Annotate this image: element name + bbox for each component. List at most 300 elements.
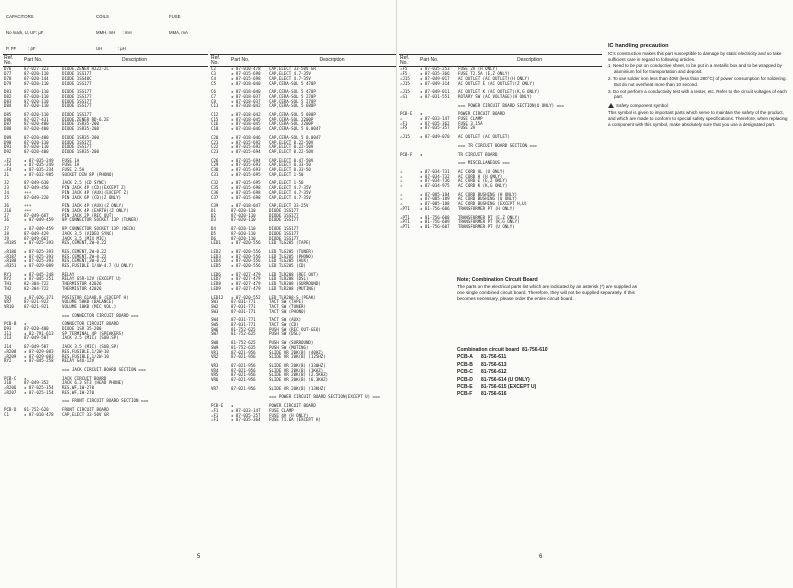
desc-cell: LED TLG205 (AUX) [269, 258, 309, 264]
part-cell: ★ 87-025-393 [24, 240, 54, 246]
part-cell: ★ 87-018-046 [231, 126, 261, 132]
desc-cell: DIODE 1SS177 [62, 144, 92, 150]
parts-table-left-2 [210, 54, 396, 423]
ref-cell: ⚠F2 [4, 157, 12, 163]
ref-cell: ⚠R207 [4, 389, 17, 395]
desc-cell: TACT SW (PHONO) [269, 308, 306, 314]
desc-cell: CAP,ELECT 0.22-50V [269, 144, 314, 150]
desc-cell: === POWER CIRCUIT BOARD SECTION(U ONLY) === [458, 102, 564, 108]
ref-cell: LED6 [211, 271, 221, 277]
part-cell: 87-049-667 [24, 212, 49, 218]
desc-cell: AC OUTLET E (AC OUTLET)(Z ONLY) [458, 80, 535, 86]
desc-cell: FUSE 1A [62, 162, 80, 168]
ref-cell: C29 [211, 162, 219, 168]
ref-cell: SW7 [211, 331, 219, 337]
part-cell: 87-020-110 [24, 139, 49, 145]
desc-cell: FUSE 3.15A [458, 120, 483, 126]
desc-cell: CAP,CERA-SOL 5 680P [269, 103, 316, 109]
desc-cell: DIODE 1SR35-200 [62, 126, 99, 132]
part-cell: 87-020-110 [24, 98, 49, 104]
part-cell: ★ 87-020-556 [231, 248, 261, 254]
ref-cell: ⚠F4 [4, 167, 12, 173]
desc-cell: SLIDE VR 20K(B) (13KHZ) [269, 385, 326, 391]
desc-cell: CAP,ELECT 1-50 [269, 180, 304, 186]
ref-cell: PCB-E [400, 111, 413, 117]
part-cell: 82-304-722 [24, 285, 49, 291]
desc-cell: DIODE 1SS177 [62, 112, 92, 118]
part-cell: 87-049-220 [24, 194, 49, 200]
ref-cell: J2 [4, 180, 9, 186]
ref-cell: VR7 [4, 299, 12, 305]
ref-cell: VR7 [211, 385, 219, 391]
part-cell: ★ 87-015-695 [231, 180, 261, 186]
part-cell: ★ 87-049-459 [24, 226, 54, 232]
note-text: The parts on the electrical parts list which are indicated by an asterisk (*) are supplied as one single combined circuit board. Therefore, they will not be supplied separately. If this becomes necessary, please order the entire circuit board. [457, 284, 638, 301]
desc-cell: CAP,CERA-SOL 5 0.0047 [269, 134, 321, 140]
ref-cell: J5 [4, 194, 9, 200]
ref-cell: PCB-B [4, 321, 17, 327]
ref-cell: ⚠ [400, 173, 403, 179]
desc-cell: AC OUTLET K (AC OUTLET)(K,G ONLY) [458, 89, 540, 95]
desc-cell: RES,FUSIBLE,1/2W-10 [62, 353, 109, 359]
part-cell: ★ 87-018-042 [231, 112, 261, 118]
part-cell: ★ 87-025-393 [24, 253, 54, 259]
ref-cell: ⚠ [400, 191, 403, 197]
part-cell: 87-049-450 [24, 185, 49, 191]
ref-cell: C32 [211, 180, 219, 186]
part-cell: ★ 87-020-556 [231, 258, 261, 264]
ref-cell: J13 [4, 335, 12, 341]
ref-cell: ⚠F1 [400, 120, 408, 126]
part-cell: 87-020-144 [24, 75, 49, 81]
desc-cell: SLIDE VR 20K(B) (40HZ) [269, 349, 324, 355]
desc-cell: LED TLG205 (PHONO) [269, 253, 314, 259]
ref-cell: C1 [4, 411, 9, 417]
part-cell: ★ 87-049-314 [420, 80, 450, 86]
part-cell: ★ 87-029-089 [24, 263, 54, 269]
ref-cell: D91 [4, 144, 12, 150]
ref-cell: ⚠F1 [211, 407, 219, 413]
desc-cell: JACK CIRCUIT BOARD [62, 375, 107, 381]
desc-cell: FUSE 2.5A [62, 167, 85, 173]
ref-cell: ⚠ [400, 196, 403, 202]
part-cell: 87-031-771 [231, 308, 256, 314]
part-cell: ★ 87-010-478 [231, 66, 261, 72]
ic-item: 2. To use solder iron less than 40W (less than 280°C) of power consumption for soldering. But do not overheat more than 10 second. [608, 75, 787, 87]
ref-cell: ⚠R208 [4, 348, 17, 354]
part-cell: ★ 87-026-371 [24, 294, 54, 300]
part-cell: 81-752-625 [231, 340, 256, 346]
ref-cell: C6 [211, 89, 216, 95]
desc-cell: VOLUME 10KB (MIC VOL.) [62, 303, 117, 309]
desc-cell: THERMISTOR 42026 [62, 285, 102, 291]
desc-cell: DIODE 1SS177 [62, 103, 92, 109]
desc-cell: JACK 3.5 (MIC) (SUB.SP) [62, 344, 119, 350]
ref-cell: SW9 [211, 344, 219, 350]
page-number-right: 6 [539, 554, 543, 560]
desc-cell: TR CIRCUIT BOARD [458, 151, 498, 157]
part-cell: ★ 87-033-147 [231, 407, 261, 413]
desc-cell: CAP,CERA-SOL 5 470P [269, 89, 316, 95]
part-cell: ★ 87-045-248 [24, 271, 54, 277]
combo-row: PCB-A 81-756-611 [457, 354, 507, 361]
part-cell: 87-020-110 [24, 144, 49, 150]
desc-cell: AC OUTLET (AC OUTLET) [458, 134, 510, 140]
legend-line: UH : µH [96, 46, 126, 52]
desc-cell: PUSH SW (DSL) [269, 331, 302, 337]
ref-cell: ⚠R188 [4, 258, 17, 264]
part-cell: ★ 87-049-459 [24, 217, 54, 223]
part-cell: ★ 87-015-698 [231, 75, 261, 81]
ref-cell: ⚠PT1 [400, 214, 410, 220]
desc-cell: RES,CEMENT,2W-0.22 [62, 258, 107, 264]
part-cell: ★ [231, 403, 234, 409]
part-cell: ★ 87-015-693 [231, 167, 261, 173]
desc-cell: FUSE CLAMP [458, 116, 483, 122]
ref-cell: VR1 [211, 349, 219, 355]
part-cell: 87-020-110 [24, 93, 49, 99]
part-cell: 81-752-625 [231, 326, 256, 332]
desc-cell: DIODE 1SR 35-200 [62, 326, 102, 332]
ref-cell: C22 [211, 144, 219, 150]
part-header: Part No. [419, 55, 457, 67]
ref-header: Ref. No. [3, 55, 23, 67]
desc-cell: === CONNECTOR CIRCUIT BOARD === [62, 312, 139, 318]
part-cell: 87-031-771 [231, 322, 256, 328]
desc-cell: PIN JACK 6P (CD)(Z ONLY) [62, 194, 122, 200]
desc-header: Description [268, 55, 396, 67]
desc-header: Description [457, 55, 602, 67]
part-cell: ★ 87-034-732 [420, 173, 450, 179]
desc-cell: FUSE 2A (H ONLY) [458, 66, 498, 72]
legend-line: MMA, mA [169, 30, 188, 36]
ref-cell: C35 [211, 185, 219, 191]
part-cell: 87-020-110 [231, 207, 256, 213]
desc-cell: RES,WF,1W-270 [62, 389, 95, 395]
part-cell: ★ 87-015-698 [231, 185, 261, 191]
desc-cell: PUSH SW (REC OUT-GEQ) [269, 326, 321, 332]
ref-cell: J7 [4, 226, 9, 232]
part-cell: ★ 87-025-393 [24, 248, 54, 254]
part-cell: ★ 87-085-188 [420, 201, 450, 207]
part-cell: 87-031-771 [231, 317, 256, 323]
ref-cell: PCB-E [211, 403, 224, 409]
desc-cell: PIN JACK 4P (AUX)(Z ONLY) [62, 203, 124, 209]
part-cell: ★ 81-756-609 [420, 219, 450, 225]
part-cell: ★ 87-031-551 [420, 93, 450, 99]
ref-cell: ⚠PT1 [400, 205, 410, 211]
desc-cell: 8P CONNECTOR SOCKET 13P (DECK) [62, 226, 136, 232]
ref-cell: ⚠J15 [400, 80, 410, 86]
desc-cell: CAP,ELECT 4.7-35V [269, 194, 311, 200]
ref-cell: ⚠S1 [400, 93, 408, 99]
part-cell: 87-020-110 [231, 235, 256, 241]
part-cell: ★ 87-085-184 [420, 191, 450, 197]
desc-cell: LED TLR208-S (PEAK) [269, 294, 316, 300]
part-cell: 87-020-110 [24, 80, 49, 86]
desc-cell: TRANSFORMER PT (E,Z ONLY) [458, 214, 520, 220]
right-page [397, 0, 793, 588]
desc-cell: DIODE 1SS177 [62, 98, 92, 104]
part-cell: ★ 87-045-251 [24, 276, 54, 282]
ref-cell: SW2 [211, 303, 219, 309]
ref-cell: ⚠F1 [211, 417, 219, 423]
desc-cell: DIODE 1SR35-200 [62, 148, 99, 154]
combo-row: PCB-E 81-756-615 (EXCEPT U) [457, 384, 537, 391]
desc-cell: FUSE T2.5A (E,Z ONLY) [458, 71, 510, 77]
desc-cell: CAP,ELECT 0.33-50 [269, 162, 311, 168]
page-number-left: 5 [197, 554, 201, 560]
ref-cell: ⚠ [400, 178, 403, 184]
ref-cell: ⚠R187 [4, 253, 17, 259]
combination-board-list [457, 347, 548, 399]
part-cell: ★ 87-035-253 [420, 66, 450, 72]
table-row [3, 413, 208, 418]
ref-cell: D79 [4, 80, 12, 86]
desc-cell: 8P CONNECTOR SOCKET 13P (TUNER) [62, 217, 139, 223]
ic-item: 1. Need to be put on conductive sheet, to be put in a metallic box and to be wrapped by aluminium foil for transportation and deposit. [608, 63, 782, 75]
part-cell: 87-020-110 [24, 103, 49, 109]
ref-cell: SW4 [211, 317, 219, 323]
ref-cell: D5 [211, 230, 216, 236]
combination-note [457, 277, 642, 302]
desc-cell: === POWER CIRCUIT BOARD SECTION(EXCEPT U) === [269, 394, 380, 400]
part-cell: ★ 87-015-698 [231, 189, 261, 195]
desc-cell: DIODE 1SS177 [269, 226, 299, 232]
part-cell: ★ 87-020-556 [231, 263, 261, 269]
part-cell: ★ 87-018-045 [231, 121, 261, 127]
ref-cell: D4 [211, 226, 216, 232]
ref-cell: C31 [211, 171, 219, 177]
legend-line: P, PF : pF [6, 46, 36, 52]
part-header: Part No. [23, 55, 61, 67]
desc-cell: TRANSFORMER PT (K,G ONLY) [458, 219, 520, 225]
ref-cell: C11 [211, 103, 219, 109]
ref-cell: ⚠PT1 [400, 219, 410, 225]
note-title: Note; Combination Circuit Board [457, 277, 538, 283]
ref-cell: VR5 [211, 372, 219, 378]
combo-row: PCB-B 81-756-613 [457, 361, 507, 368]
part-cell: 87-049-429 [24, 230, 49, 236]
part-cell: ★ 87-010-478 [24, 411, 54, 417]
part-header: Part No. [230, 55, 268, 67]
ref-cell: C18 [211, 126, 219, 132]
part-cell: 87-049-507 [24, 344, 49, 350]
part-cell: ★ [24, 375, 27, 381]
ic-item: 3. Do not perform a conductivity test with a tester, etc. Refer to the circuit voltages of each part. [608, 88, 787, 100]
ref-cell: PCB-D [4, 407, 17, 413]
part-cell: 87-049-667 [24, 235, 49, 241]
desc-cell: DIODE 1SS177 [269, 212, 299, 218]
desc-cell: RELAY G5R-12V (EXCEPT U) [62, 276, 122, 282]
ref-cell: D83 [4, 98, 12, 104]
part-cell: 87-021-956 [231, 372, 256, 378]
ref-cell: PCB-C [4, 375, 17, 381]
part-cell: ★ 87-032-985 [24, 171, 54, 177]
ref-header: Ref. No. [399, 55, 419, 67]
part-cell: 87-020-110 [24, 89, 49, 95]
part-cell: 87-027-323 [24, 66, 49, 72]
desc-cell: PUSH SW (MUTING) [269, 344, 309, 350]
ref-cell: D90 [4, 139, 12, 145]
desc-cell: CAP,CERA-SOL 5 470P [269, 80, 316, 86]
desc-cell: AC CORD K (K,G ONLY) [458, 183, 508, 189]
combo-row: PCB-C 81-756-612 [457, 369, 507, 376]
desc-cell: TACT SW (AUX) [269, 317, 302, 323]
desc-cell: AC OUTLET (AC OUTLET)(H ONLY) [458, 75, 530, 81]
legend-line: COILS [96, 13, 109, 19]
desc-cell: DIODE 1SS177 [269, 217, 299, 223]
desc-cell: CAP,ELECT 33-50V GR [62, 411, 109, 417]
ref-cell: C20 [211, 134, 219, 140]
part-cell: 87-021-956 [231, 362, 256, 368]
desc-cell: === JACK CIRCUIT BOARD SECTION === [62, 366, 146, 372]
table-row [399, 225, 602, 230]
ref-cell: TH3 [4, 294, 12, 300]
ref-cell: C26 [211, 157, 219, 163]
desc-cell: TRANSFORMER PT (U ONLY) [458, 223, 515, 229]
legend-line: CAPACITORS [6, 13, 34, 19]
part-cell: +++ [24, 189, 32, 195]
ref-cell: D3 [211, 217, 216, 223]
ref-cell: RY2 [4, 358, 12, 364]
desc-cell: CAP,CERA-SOL 5 270P [269, 93, 316, 99]
desc-cell: DIODE 1SS40C [62, 75, 92, 81]
ref-cell: ⚠F5 [400, 125, 408, 131]
ref-cell: C39 [211, 203, 219, 209]
part-cell: ★ 87-034-975 [420, 183, 450, 189]
part-cell: ★ 87-035-249 [24, 162, 54, 168]
ref-cell: ⚠R186 [4, 248, 17, 254]
part-cell: ★ 87-034-736 [420, 178, 450, 184]
ref-cell: ⚠R185 [4, 240, 17, 246]
part-cell: ★ 87-033-147 [420, 116, 450, 122]
desc-cell: FRONT CIRCUIT BOARD [62, 407, 109, 413]
desc-cell: CAP,ELECT 4.7-35V [269, 189, 311, 195]
part-cell: ★ 87-029-083 [24, 353, 54, 359]
desc-cell: THERMISTOR 42026 [62, 281, 102, 287]
desc-cell: === TR CIRCUIT BOARD SECTION === [458, 142, 537, 148]
ref-cell: LED4 [211, 258, 221, 264]
ref-cell: TH2 [4, 285, 12, 291]
ref-cell: ⚠ [400, 116, 403, 122]
ref-cell: LED9 [211, 285, 221, 291]
ref-cell: C30 [211, 167, 219, 173]
part-cell: 82-304-722 [24, 281, 49, 287]
ref-cell: ⚠F5 [400, 71, 408, 77]
part-cell: 87-031-771 [231, 303, 256, 309]
ref-cell: C5 [211, 80, 216, 86]
desc-cell: FUSE CLAMP [269, 407, 294, 413]
desc-cell: AC CORD UL (U ONLY) [458, 168, 505, 174]
part-cell: 87-049-507 [24, 335, 49, 341]
part-cell: ★ 87-018-046 [231, 134, 261, 140]
ref-cell: J11 [4, 330, 12, 336]
desc-cell: SLIDE VR 20K(B) (125HZ) [269, 354, 326, 360]
ref-cell: LED7 [211, 276, 221, 282]
ref-cell: LED5 [211, 263, 221, 269]
desc-cell: CAP,CERA-SOL 5 0.0047 [269, 126, 321, 132]
part-cell: ★ 87-015-692 [231, 144, 261, 150]
part-cell: 81-752-620 [24, 407, 49, 413]
ref-cell: C4 [211, 75, 216, 81]
desc-cell: DIODE 1SS177 [62, 93, 92, 99]
part-cell: ★ 87-020-556 [231, 253, 261, 259]
part-cell: 81-752-625 [231, 344, 256, 350]
ref-cell: D85 [4, 112, 12, 118]
desc-cell: DIODE 1SS177 [62, 71, 92, 77]
ref-cell: SW3 [211, 308, 219, 314]
desc-cell: DIODE 1SS177 [62, 139, 92, 145]
ref-cell: VR3 [211, 362, 219, 368]
desc-cell: ROTARY SW (AC VOLTAGE)(H ONLY) [458, 93, 532, 99]
ref-cell: D87 [4, 121, 12, 127]
part-cell: ★ 87-020-552 [231, 294, 261, 300]
combo-title: Combination circuit board 81-756-610 [457, 347, 548, 353]
desc-cell: RES,CEMENT,2W-0.22 [62, 248, 107, 254]
part-cell: 87-020-110 [231, 212, 256, 218]
desc-cell: RES,CEMENT,2W-0.22 [62, 240, 107, 246]
ref-cell: VR6 [211, 377, 219, 383]
part-cell: ★ 87-035-249 [24, 157, 54, 163]
ref-cell: D77 [4, 71, 12, 77]
ref-cell: C37 [211, 194, 219, 200]
part-cell: ★ 87-027-479 [231, 276, 261, 282]
part-cell: 87-021-956 [231, 385, 256, 391]
ref-cell: D2 [211, 212, 216, 218]
desc-cell: DIODE 1SS177 [62, 89, 92, 95]
desc-cell: CAP,ELECT 4.7-35V [269, 75, 311, 81]
desc-cell: CAP,ELECT 0.33-50 [269, 167, 311, 173]
ref-cell: LED2 [211, 248, 221, 254]
part-cell: ★ 87-085-189 [420, 196, 450, 202]
ref-cell: C15 [211, 116, 219, 122]
desc-cell: JACK 3,5 (MIX MIC) [62, 235, 107, 241]
part-cell: ★ [420, 151, 423, 157]
ref-cell: D84 [4, 103, 12, 109]
part-cell: ★ [24, 321, 27, 327]
part-cell: ★ 87-015-693 [231, 162, 261, 168]
ref-cell: D88 [4, 126, 12, 132]
legend-line: FUSE [169, 13, 181, 19]
ref-cell: ⚠J15 [400, 89, 410, 95]
desc-cell: CAP,ELECT 0.22-50V [269, 148, 314, 154]
part-cell: 87-049-630 [24, 180, 49, 186]
ref-cell: J7 [4, 212, 9, 218]
part-cell: 87-021-956 [231, 377, 256, 383]
ref-cell: LED12 [211, 294, 224, 300]
ref-cell: SW5 [211, 322, 219, 328]
ref-cell: ⚠ [400, 201, 403, 207]
desc-cell: CAP,ELECT 4.7-35V [269, 71, 311, 77]
desc-cell: FUSE 1A [62, 157, 80, 163]
desc-cell: DIODE 1SR35-200 [62, 121, 99, 127]
ref-cell: ⚠J15 [400, 75, 410, 81]
part-cell: 87-021-956 [231, 354, 256, 360]
part-cell: ★ 87-018-047 [231, 203, 261, 209]
desc-cell: RES,CEMENT,2W-0.22 [62, 253, 107, 259]
ref-cell: D1 [211, 207, 216, 213]
desc-cell: AC CORD E (E,Z ONLY) [458, 178, 508, 184]
desc-cell: CONNECTOR CIRCUIT BOARD [62, 321, 119, 327]
ref-cell: TH1 [4, 281, 12, 287]
part-cell: ★ 81-756-608 [420, 214, 450, 220]
ref-cell: ⚠F5 [400, 66, 408, 72]
safety-title-text: Safety component symbol [616, 103, 668, 109]
part-cell: ★ 87-015-694 [231, 157, 261, 163]
desc-cell: POSISTOR 61AAB.8 (EXCEPT H) [62, 294, 129, 300]
ref-cell: SW6 [211, 326, 219, 332]
